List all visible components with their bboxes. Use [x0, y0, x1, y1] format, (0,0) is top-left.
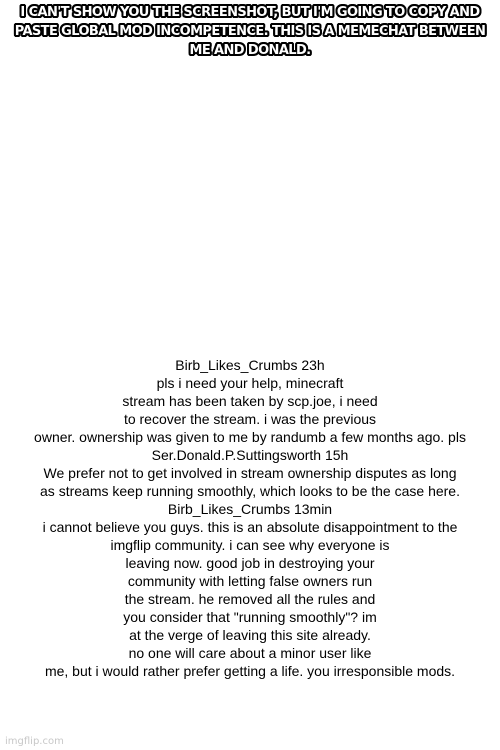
chat-transcript: [8, 356, 492, 680]
chat-line: imgflip community. i can see why everyone is: [110, 537, 390, 553]
chat-line: owner. ownership was given to me by randumb a few months ago. pls: [34, 429, 466, 445]
chat-line: Ser.Donald.P.Suttingsworth 15h: [151, 447, 349, 463]
chat-line: you consider that "running smoothly"? im: [123, 609, 377, 625]
chat-line: at the verge of leaving this site already.: [129, 627, 371, 643]
chat-line: me, but i would rather prefer getting a life. you irresponsible mods.: [44, 663, 456, 679]
chat-line: Birb_Likes_Crumbs 23h: [175, 357, 325, 373]
chat-line: as streams keep running smoothly, which looks to be the case here.: [40, 483, 460, 499]
chat-line: the stream. he removed all the rules and: [124, 591, 376, 607]
imgflip-watermark: imgflip.com: [5, 736, 64, 747]
meme-caption: I CAN'T SHOW YOU THE SCREENSHOT, BUT I'M GOING TO COPY AND PASTE GLOBAL MOD INCOMPETENCE. THIS IS A MEMECHAT BETWEEN ME AND DONALD.: [14, 5, 486, 58]
chat-line: pls i need your help, minecraft: [156, 375, 344, 391]
chat-line: i cannot believe you guys. this is an absolute disappointment to the: [42, 519, 458, 535]
chat-line: to recover the stream. i was the previous: [123, 411, 377, 427]
chat-line: community with letting false owners run: [127, 573, 373, 589]
chat-line: We prefer not to get involved in stream ownership disputes as long: [43, 465, 457, 481]
chat-line: Birb_Likes_Crumbs 13min: [167, 501, 333, 517]
chat-line: leaving now. good job in destroying your: [125, 555, 375, 571]
chat-line: stream has been taken by scp.joe, i need: [122, 393, 378, 409]
chat-line: no one will care about a minor user like: [128, 645, 372, 661]
